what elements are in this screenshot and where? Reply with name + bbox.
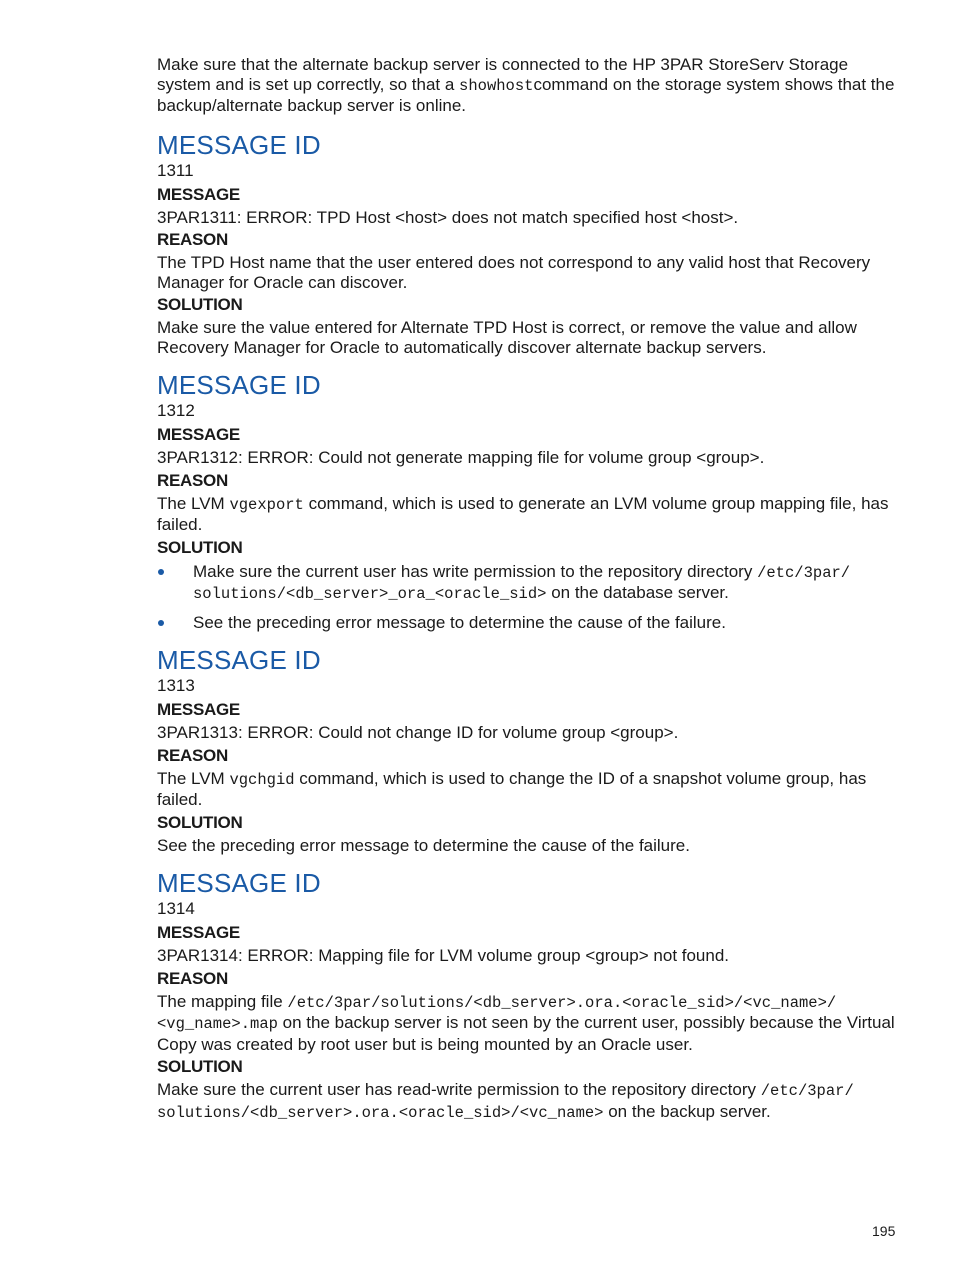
solution-list-item: Make sure the current user has write permission to the repository directory /etc/3par/ solutions/<db_server>_ora_<oracle_sid> on the database server. [157,562,899,605]
message-id-heading: MESSAGE ID [157,868,321,898]
page-number: 195 [872,1223,896,1239]
bullet-icon [158,620,164,626]
message-id-heading: MESSAGE ID [157,129,321,160]
message-id-heading: MESSAGE ID [157,370,321,400]
message-entry-1311 [157,130,899,358]
message-label: MESSAGE [157,700,240,719]
message-entry-1313 [157,645,899,855]
bullet-icon [158,569,164,575]
solution-text: See the preceding error message to determine the cause of the failure. [157,835,690,855]
showhost-command: showhost [459,76,534,95]
directory-path: /etc/3par/ solutions/<db_server>_ora_<oracle_sid> [193,563,851,603]
directory-path: /etc/3par/ solutions/<db_server>.ora.<oracle_sid>/<vc_name> [157,1082,854,1122]
reason-text: The TPD Host name that the user entered does not correspond to any valid host that Recovery Manager for Oracle can discover. [157,253,871,292]
vgexport-command: vgexport [229,495,304,514]
message-entry-1312 [157,370,899,632]
solution-label: SOLUTION [157,1057,243,1076]
message-id-value: 1313 [157,676,195,695]
solution-label: SOLUTION [157,295,243,314]
message-text: 3PAR1311: ERROR: TPD Host <host> does not match specified host <host>. [157,207,739,227]
reason-label: REASON [157,968,228,988]
reason-text: The LVM vgexport command, which is used to generate an LVM volume group mapping file, has failed. [157,493,889,534]
message-text: 3PAR1312: ERROR: Could not generate mapping file for volume group <group>. [157,448,765,467]
intro-paragraph: Make sure that the alternate backup server is connected to the HP 3PAR StoreServ Storage system and is set up correctly, so that a showhostcommand on the storage system shows that the backup/alternate backup server is online. [157,55,895,115]
reason-label: REASON [157,745,228,765]
solution-text: Make sure the value entered for Alternate TPD Host is correct, or remove the value and allow Recovery Manager for Oracle to automatically discover alternate backup servers. [157,318,857,357]
reason-label: REASON [157,470,228,490]
message-label: MESSAGE [157,425,240,444]
vgchgid-command: vgchgid [229,770,295,789]
message-id-value: 1311 [157,160,194,180]
message-id-heading: MESSAGE ID [157,645,321,675]
reason-text: The mapping file /etc/3par/solutions/<db_server>.ora.<oracle_sid>/<vc_name>/ <vg_name>.map on the backup server is not seen by the current user, possibly because the Virtual Copy was created by root user but is being mounted by an Oracle user. [157,991,895,1054]
mapping-file-path: /etc/3par/solutions/<db_server>.ora.<oracle_sid>/<vc_name>/ <vg_name>.map [157,993,837,1033]
message-label: MESSAGE [157,923,240,942]
solution-text: Make sure the current user has read-write permission to the repository directory /etc/3par/ solutions/<db_server>.ora.<oracle_sid>/<vc_name> on the backup server. [157,1080,854,1122]
message-label: MESSAGE [157,184,240,204]
message-entry-1314 [157,868,899,1123]
message-id-value: 1314 [157,899,195,918]
reason-label: REASON [157,230,228,249]
solution-list [157,562,899,633]
solution-list-item: See the preceding error message to determine the cause of the failure. [157,613,899,633]
message-text: 3PAR1314: ERROR: Mapping file for LVM volume group <group> not found. [157,946,730,965]
document-page [157,55,899,1136]
reason-text: The LVM vgchgid command, which is used to change the ID of a snapshot volume group, has failed. [157,768,867,809]
solution-label: SOLUTION [157,537,243,557]
message-text: 3PAR1313: ERROR: Could not change ID for volume group <group>. [157,723,679,742]
solution-label: SOLUTION [157,812,243,832]
message-id-value: 1312 [157,401,195,420]
